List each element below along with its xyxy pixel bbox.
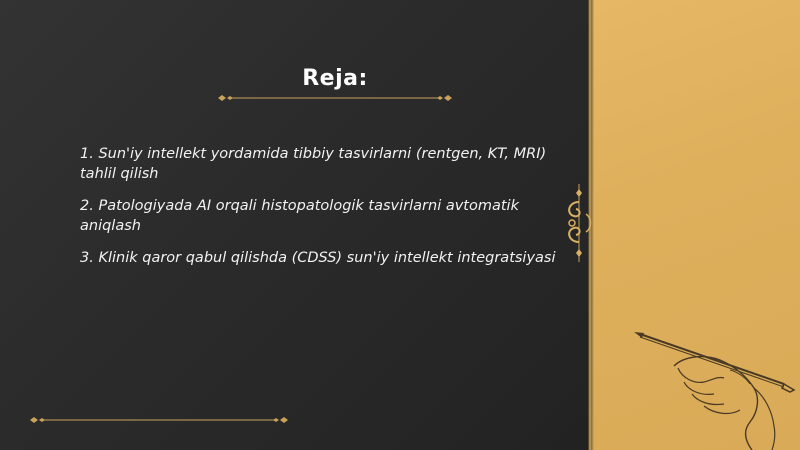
agenda-item-2: 2. Patologiyada AI orqali histopatologik tasvirlarni avtomatik aniqlash xyxy=(80,198,519,234)
agenda-item-1: 1. Sun'iy intellekt yordamida tibbiy tasvirlarni (rentgen, KT, MRI) tahlil qilish xyxy=(80,146,547,182)
title-divider-icon xyxy=(216,92,454,104)
scroll-ornament-icon xyxy=(562,184,596,262)
slide-title: Reja: xyxy=(302,66,368,91)
bottom-divider-icon xyxy=(28,414,290,426)
agenda-item-3: 3. Klinik qaror qabul qilishda (CDSS) sun'iy intellekt integratsiyasi xyxy=(80,250,556,266)
agenda-list xyxy=(80,144,570,280)
hand-holding-pen-icon xyxy=(634,326,800,450)
